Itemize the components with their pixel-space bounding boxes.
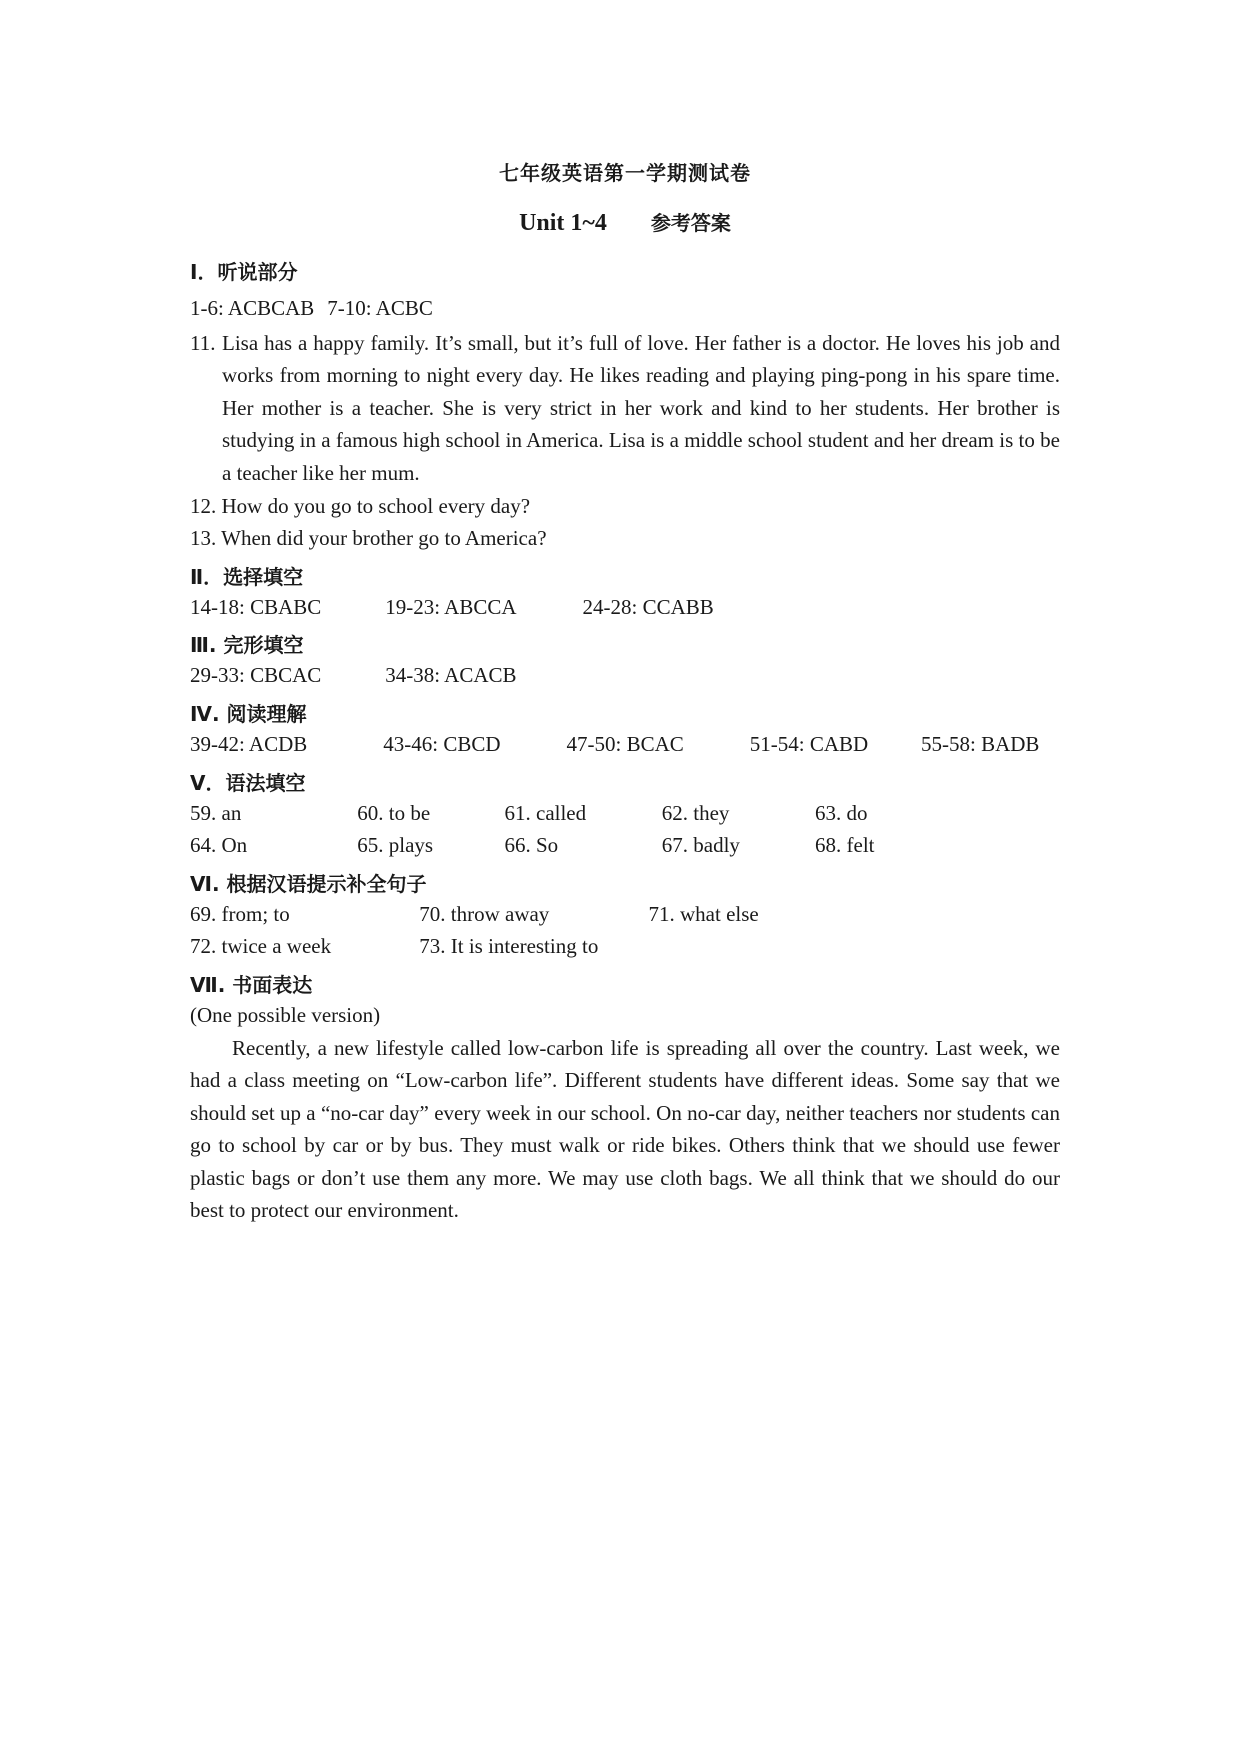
answer-item: 60. to be [357,800,431,825]
answer-item: 72. twice a week [190,934,332,959]
page-title: 七年级英语第一学期测试卷 [499,161,751,185]
section-heading: Ⅴ．语法填空 [190,770,306,795]
section-writing [190,971,1060,1227]
answer-line [190,797,1060,830]
question-13: 13. When did your brother go to America? [190,526,547,551]
section-heading: Ⅱ．选择填空 [190,564,304,589]
answer-item: 64. On [190,833,248,858]
answer-item: 47-50: BCAC [566,731,684,756]
answer-item: 1-6: ACBCAB [190,296,315,320]
answer-item: 68. felt [815,833,875,858]
answer-line [190,898,1060,931]
section-heading: Ⅶ. 书面表达 [190,972,313,997]
answer-item: 24-28: CCABB [582,594,714,619]
answer-line [190,292,1060,325]
section-multiple-choice [190,563,1060,624]
section-sentence-completion [190,870,1060,963]
answer-item: 71. what else [648,901,759,926]
version-note: (One possible version) [190,1002,381,1027]
page-subtitle [190,208,1060,238]
answer-line [190,591,1060,624]
section-heading: Ⅳ. 阅读理解 [190,701,307,726]
section-reading [190,700,1060,761]
answer-item: 51-54: CABD [749,731,869,756]
section-grammar [190,769,1060,862]
section-listening [190,258,1060,555]
answer-item: 61. called [504,800,587,825]
section-cloze [190,631,1060,692]
answer-item: 62. they [661,800,730,825]
answer-item: 65. plays [357,833,434,858]
section-heading: Ⅰ．听说部分 [190,260,298,284]
answer-key-label: 参考答案 [650,211,731,235]
question-11 [190,327,1060,490]
answer-item: 14-18: CBABC [190,594,322,619]
answer-line [190,930,1060,963]
answer-item: 66. So [504,833,559,858]
answer-item: 34-38: ACACB [385,663,517,688]
answer-line [190,829,1060,862]
question-text: Lisa has a happy family. It’s small, but it’s full of love. Her father is a doctor. He loves his job and works from morning to night every day. He likes reading and playing ping-pong in his spare time. Her mother is a teacher. She is very strict in her work and kind to her students. Her brother is studying in a famous high school in America. Lisa is a middle school student and her dream is to be a teacher like her mum. [222,330,1060,485]
answer-item: 19-23: ABCCA [385,594,517,619]
unit-label: Unit 1~4 [519,210,607,236]
answer-item: 73. It is interesting to [419,934,599,959]
answer-item: 29-33: CBCAC [190,663,322,688]
section-heading: Ⅵ. 根据汉语提示补全句子 [190,871,427,896]
answer-item: 39-42: ACDB [190,731,308,756]
answer-item: 70. throw away [419,901,550,926]
answer-item: 7-10: ACBC [327,296,433,320]
question-number: 11. [190,330,216,355]
answer-item: 63. do [815,800,868,825]
answer-item: 69. from; to [190,901,290,926]
answer-line [190,728,1060,761]
sample-essay: Recently, a new lifestyle called low-carbon life is spreading all over the country. Last week, we had a class meeting on “Low-carbon life”. Different students have different ideas. Some say that we should set up a “no-car day” every week in our school. On no-car day, neither teachers nor students can go to school by car or by bus. They must walk or ride bikes. Others think that we should use fewer plastic bags or don’t use them any more. We may use cloth bags. We all think that we should do our best to protect our environment. [190,1035,1060,1223]
question-12: 12. How do you go to school every day? [190,493,531,518]
answer-item: 59. an [190,800,242,825]
answer-item: 43-46: CBCD [383,731,501,756]
answer-sheet-page [190,160,1060,1227]
answer-item: 55-58: BADB [921,731,1040,756]
section-heading: Ⅲ. 完形填空 [190,633,304,658]
answer-item: 67. badly [661,833,740,858]
answer-line [190,659,1060,692]
